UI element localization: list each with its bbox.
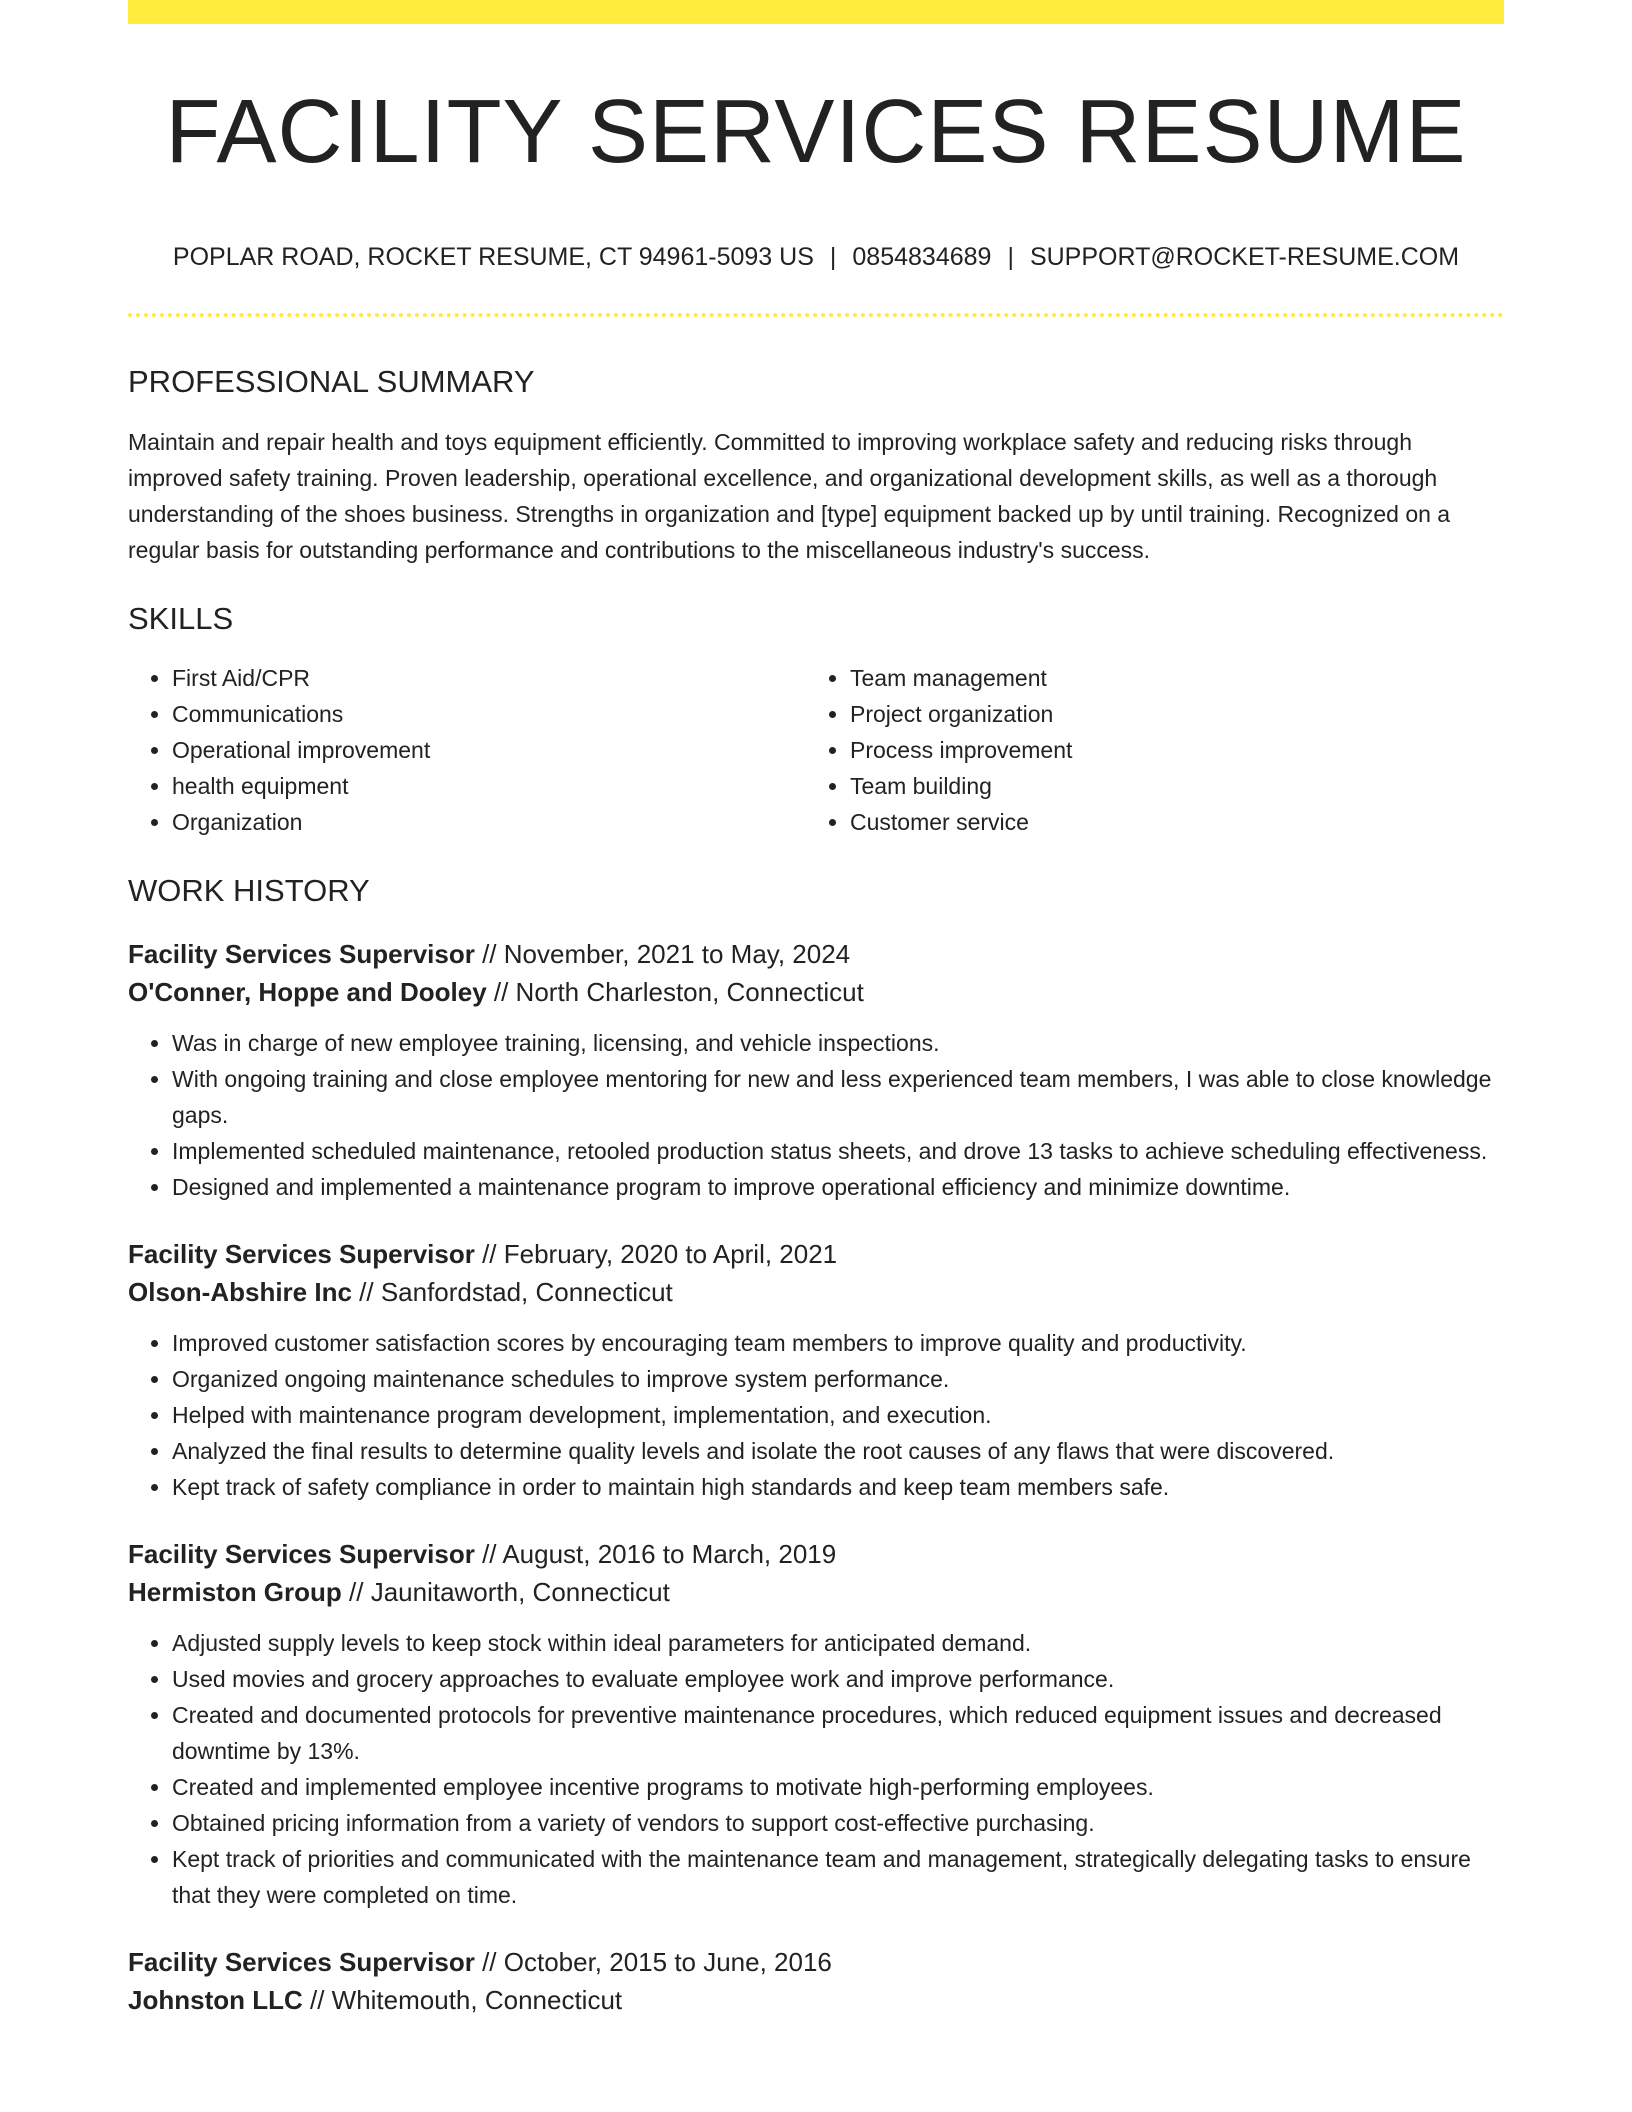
job-company-line (128, 1273, 1504, 1311)
job-dates: // February, 2020 to April, 2021 (474, 1238, 838, 1269)
summary-text: Maintain and repair health and toys equipment efficiently. Committed to improving workplace safety and reducing risks through improved safety training. Proven leadership, operational excellence, and organizational development skills, as well as a thorough understanding of the shoes business. Strengths in organization and [type] equipment backed up by until training. Recognized on a regular basis for outstanding performance and contributions to the miscellaneous industry's success. (128, 429, 1451, 564)
job-bullets (128, 1025, 1504, 1205)
skills-heading: SKILLS (128, 601, 234, 637)
job-bullet: • Helped with maintenance program development, implementation, and execution. (172, 1397, 1504, 1433)
skill-item: • Team management (850, 660, 1484, 696)
job-bullet: • Created and documented protocols for preventive maintenance procedures, which reduced equipment issues and decreased downtime by 13%. (172, 1697, 1504, 1769)
skills-column-right (806, 660, 1484, 840)
job-company-line (128, 973, 1504, 1011)
job-dates: // October, 2015 to June, 2016 (474, 1946, 832, 1977)
skill-item: • health equipment (172, 768, 806, 804)
skills-column-left (128, 660, 806, 840)
contact-separator: | (829, 242, 837, 271)
job-role-line (128, 1535, 1504, 1573)
skill-item: • Operational improvement (172, 732, 806, 768)
job-location: // Sanfordstad, Connecticut (351, 1276, 673, 1307)
job-bullet: • Created and implemented employee incentive programs to motivate high-performing employees. (172, 1769, 1504, 1805)
top-accent-bar (128, 0, 1504, 24)
job-bullet: • Adjusted supply levels to keep stock within ideal parameters for anticipated demand. (172, 1625, 1504, 1661)
job-dates: // August, 2016 to March, 2019 (474, 1538, 837, 1569)
job-role-line (128, 935, 1504, 973)
job-company: O'Conner, Hoppe and Dooley (128, 976, 487, 1007)
job-entry (128, 1943, 1504, 2019)
job-bullet: • Designed and implemented a maintenance program to improve operational efficiency and minimize downtime. (172, 1169, 1504, 1205)
job-dates: // November, 2021 to May, 2024 (474, 938, 851, 969)
resume-title: FACILITY SERVICES RESUME (165, 82, 1467, 182)
work-history-heading: WORK HISTORY (128, 872, 370, 908)
job-company: Johnston LLC (128, 1984, 303, 2015)
skill-item: • Customer service (850, 804, 1484, 840)
job-bullet: • Kept track of safety compliance in order to maintain high standards and keep team members safe. (172, 1469, 1504, 1505)
job-location: // Jaunitaworth, Connecticut (341, 1576, 670, 1607)
job-location: // Whitemouth, Connecticut (302, 1984, 623, 2015)
skill-item: • Organization (172, 804, 806, 840)
job-bullets (128, 1325, 1504, 1505)
job-company: Hermiston Group (128, 1576, 342, 1607)
job-bullet: • Kept track of priorities and communicated with the maintenance team and management, strategically delegating tasks to ensure that they were completed on time. (172, 1841, 1504, 1913)
resume-page (128, 0, 1504, 2019)
contact-separator: | (1007, 242, 1014, 271)
job-bullet: • Used movies and grocery approaches to evaluate employee work and improve performance. (172, 1661, 1504, 1697)
job-entry (128, 1235, 1504, 1505)
job-role-line (128, 1235, 1504, 1273)
job-bullet: • With ongoing training and close employee mentoring for new and less experienced team members, I was able to close knowledge gaps. (172, 1061, 1504, 1133)
job-role-line (128, 1943, 1504, 1981)
job-bullet: • Improved customer satisfaction scores by encouraging team members to improve quality and productivity. (172, 1325, 1504, 1361)
job-company-line (128, 1573, 1504, 1611)
contact-line (128, 241, 1504, 274)
dotted-divider (128, 313, 1504, 317)
contact-phone: 0854834689 (852, 242, 992, 271)
job-bullets (128, 1625, 1504, 1913)
job-location: // North Charleston, Connecticut (486, 976, 864, 1007)
job-role: Facility Services Supervisor (128, 1538, 475, 1569)
job-company: Olson-Abshire Inc (128, 1276, 352, 1307)
skill-item: • Project organization (850, 696, 1484, 732)
job-role: Facility Services Supervisor (128, 1946, 475, 1977)
skill-item: • Communications (172, 696, 806, 732)
job-bullet: • Obtained pricing information from a variety of vendors to support cost-effective purchasing. (172, 1805, 1504, 1841)
summary-heading: PROFESSIONAL SUMMARY (128, 364, 535, 400)
contact-email[interactable]: SUPPORT@ROCKET-RESUME.COM (1029, 242, 1460, 271)
job-entry (128, 1535, 1504, 1913)
skills-list (128, 660, 1504, 840)
job-role: Facility Services Supervisor (128, 938, 475, 969)
job-entry (128, 935, 1504, 1205)
job-bullet: • Was in charge of new employee training, licensing, and vehicle inspections. (172, 1025, 1504, 1061)
skill-item: • Team building (850, 768, 1484, 804)
skill-item: • First Aid/CPR (172, 660, 806, 696)
skill-item: • Process improvement (850, 732, 1484, 768)
job-bullet: • Organized ongoing maintenance schedules to improve system performance. (172, 1361, 1504, 1397)
job-company-line (128, 1981, 1504, 2019)
contact-address: POPLAR ROAD, ROCKET RESUME, CT 94961-5093 US (172, 242, 814, 271)
job-bullet: • Analyzed the final results to determine quality levels and isolate the root causes of any flaws that were discovered. (172, 1433, 1504, 1469)
job-role: Facility Services Supervisor (128, 1238, 475, 1269)
job-bullet: • Implemented scheduled maintenance, retooled production status sheets, and drove 13 tasks to achieve scheduling effectiveness. (172, 1133, 1504, 1169)
